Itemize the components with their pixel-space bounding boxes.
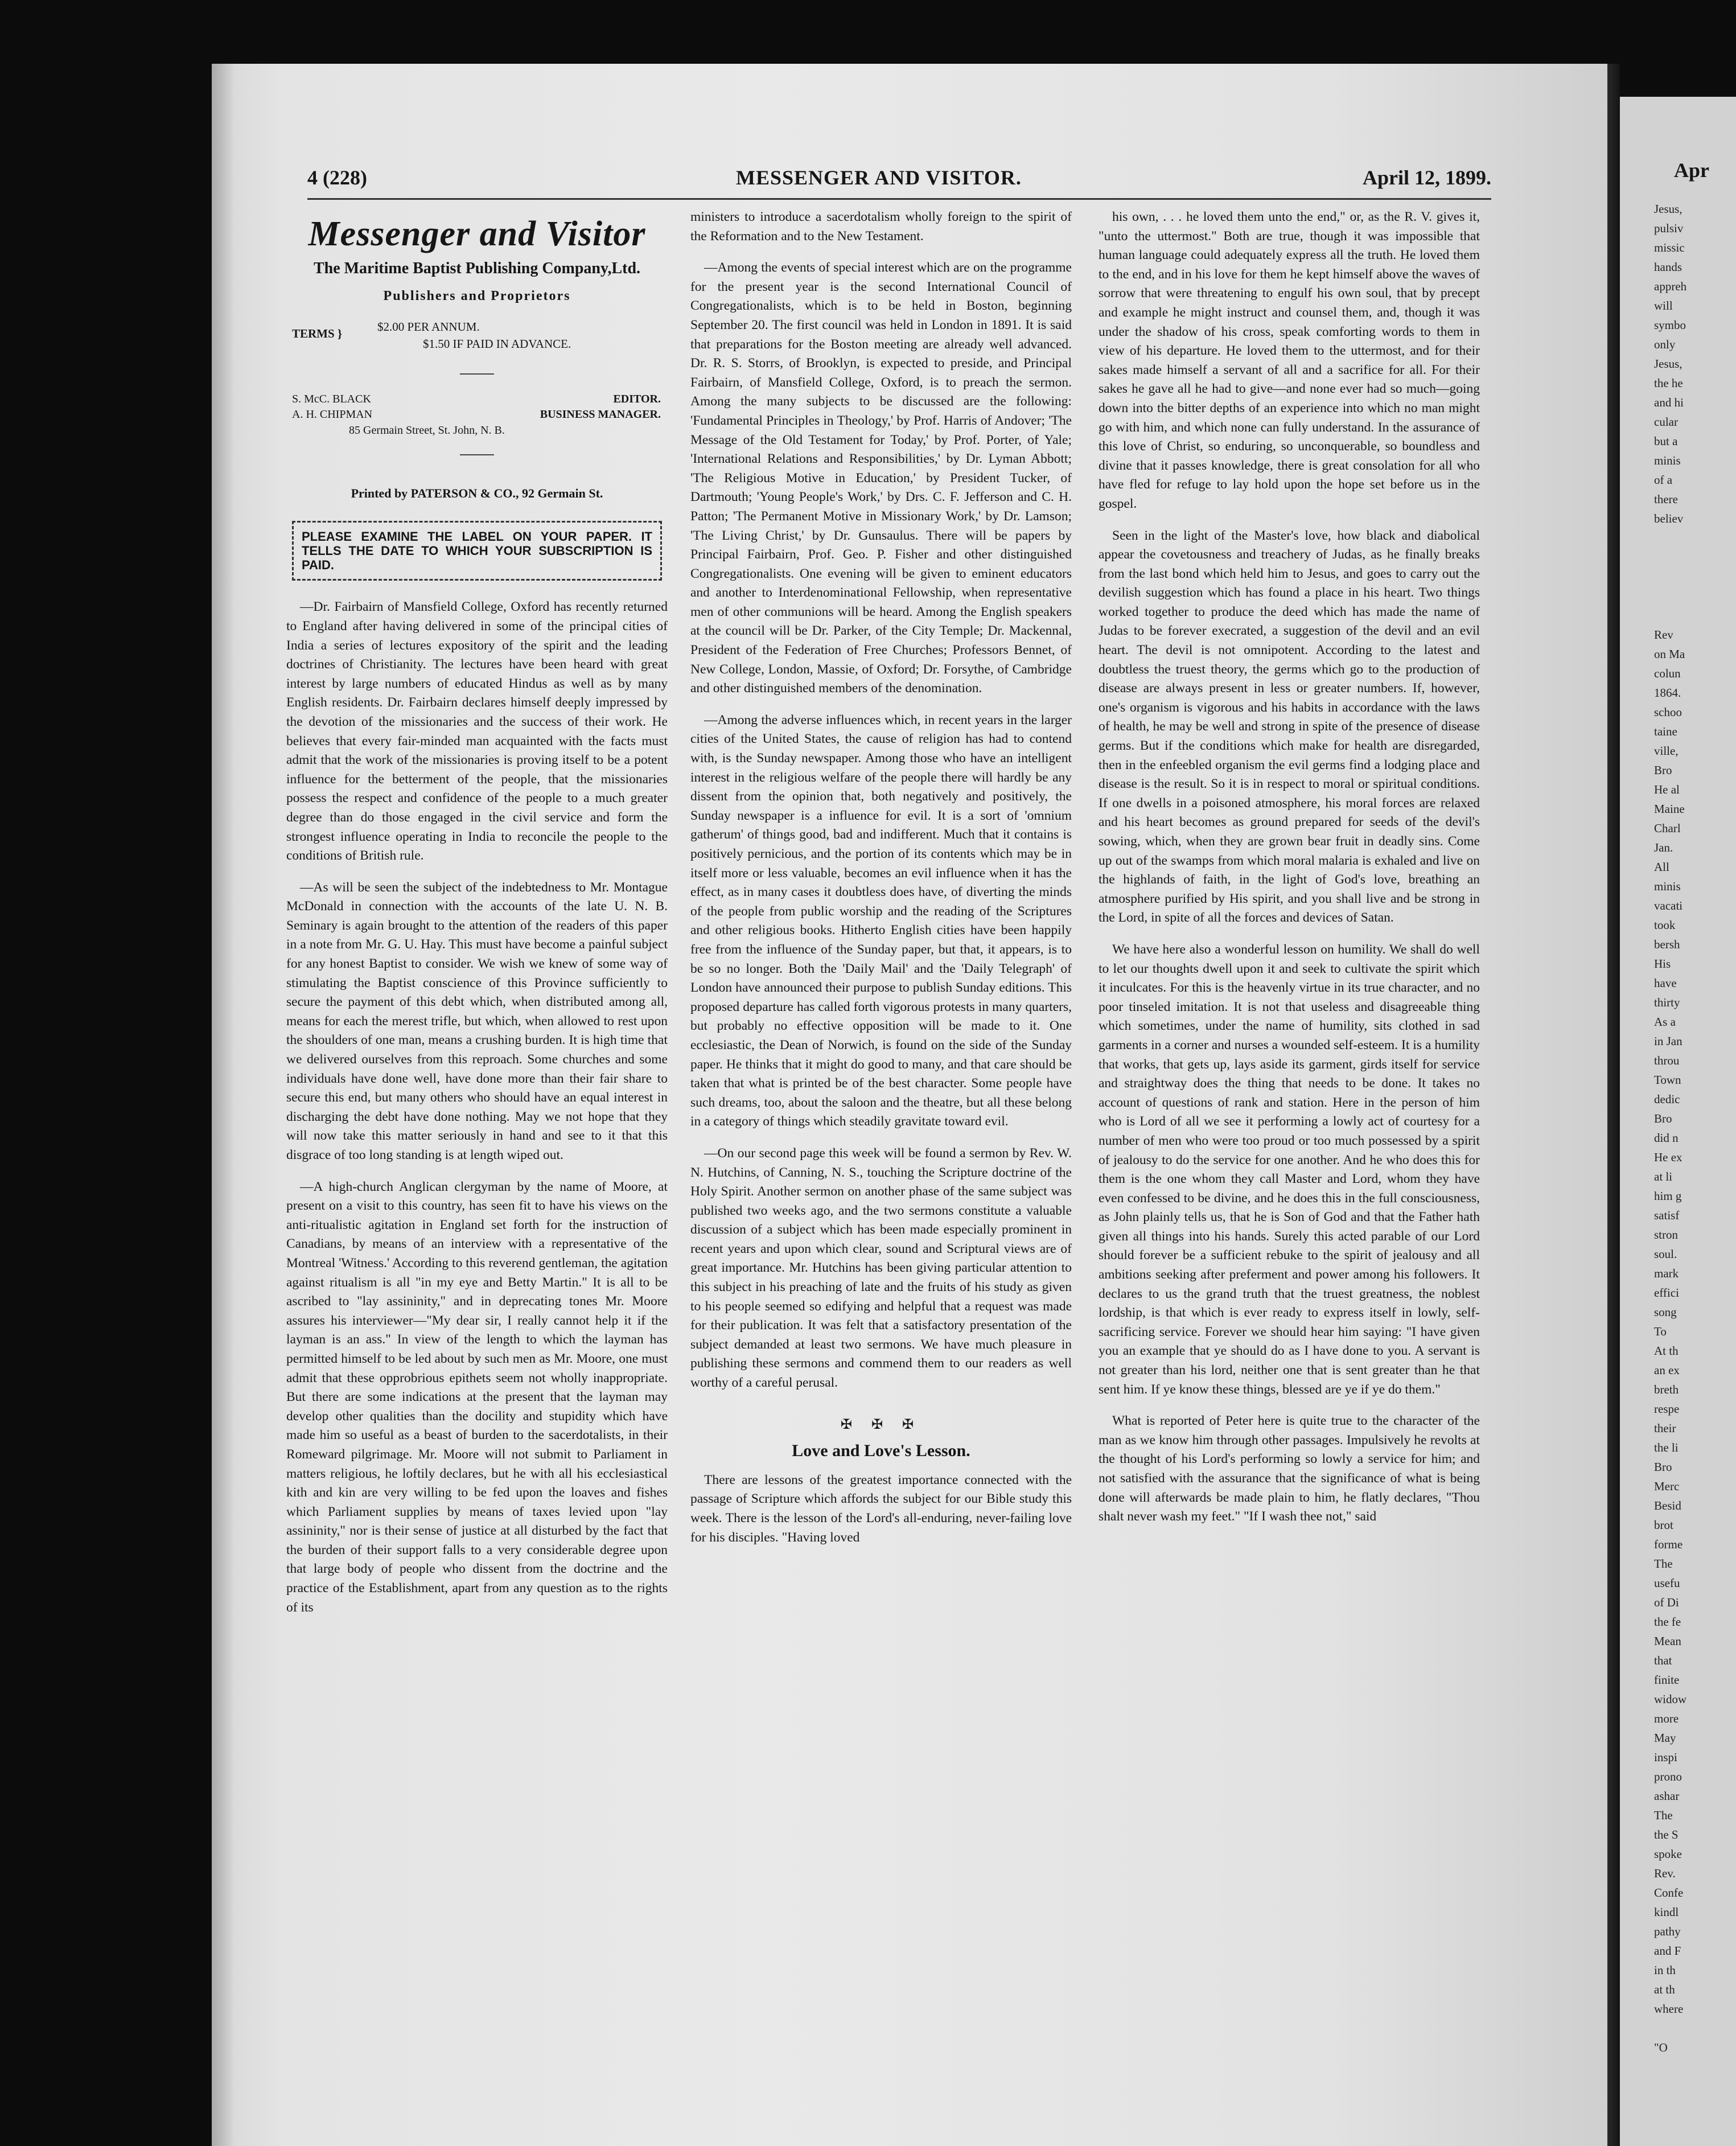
facing-page-line: did n <box>1654 1131 1679 1145</box>
editor-role: EDITOR. <box>613 392 661 405</box>
divider <box>460 454 494 455</box>
column-2-articles <box>690 208 1072 1393</box>
facing-page-line: and F <box>1654 1944 1681 1958</box>
facing-page-line: more <box>1654 1712 1679 1725</box>
facing-page-line: appreh <box>1654 279 1687 293</box>
facing-page-line: Bro <box>1654 763 1672 777</box>
facing-page-line: kindl <box>1654 1905 1679 1919</box>
paragraph: We have here also a wonderful lesson on humility. We shall do well to let our thoughts dwell upon it and seek to cultivate the spirit which it inculcates. For this is the heavenly virtue in its true character, and no poor tinseled imitation. It is not that useless and disagreeable thing which sometimes, under the name of humility, sits clothed in sad garments in a corner and nurses a wounded self-esteem. It is a humility that works, that gets up, lays aside its garment, girds itself for service and straightway does the thing that needs to be done. It takes no account of questions of rank and station. Here in the person of him who is Lord of all we see it performing a lowly act of courtesy for a number of men who were too proud or too much possessed by a spirit of jealousy to do the service for one another. And he who does this for them is the one whom they call Master and Lord, whom they have even confessed to be divine, and he does this in the full consciousness, as John plainly tells us, that he is Son of God and that the Father hath given all things into his hands. Surely this acted parable of our Lord should forever be a sufficient rebuke to the spirit of jealousy and all ambitions seeking after preferment and power among his followers. It declares to us the grand truth that the truest greatness, the noblest lordship, is that which is ever ready to express itself in lowly, self-sacrificing service. Forever we should hear him saying: "I have given you an example that ye should do as I have done to you. A servant is not greater than his lord, neither one that is sent greater than he that sent him. If ye know these things, blessed are ye if ye do them." <box>1099 942 1480 1397</box>
facing-page-line: brot <box>1654 1518 1673 1532</box>
facing-page-line: The <box>1654 1557 1673 1571</box>
facing-page-line: Jesus, <box>1654 202 1682 216</box>
facing-page-line: an ex <box>1654 1363 1680 1377</box>
page-header <box>307 166 1491 194</box>
facing-page-line: the he <box>1654 376 1683 390</box>
terms-annual: $2.00 PER ANNUM. <box>377 319 480 334</box>
facing-page-line: in th <box>1654 1963 1676 1977</box>
facing-page-line: His <box>1654 957 1671 971</box>
facing-page-line: Jesus, <box>1654 357 1682 371</box>
journal-title: MESSENGER AND VISITOR. <box>736 166 1022 189</box>
facing-page-line: 1864. <box>1654 686 1681 700</box>
facing-page-line: "O <box>1654 2041 1668 2054</box>
publishing-company: The Maritime Baptist Publishing Company,Ltd. <box>313 259 641 277</box>
facing-page-line: but a <box>1654 434 1678 448</box>
facing-page-line: symbo <box>1654 318 1686 332</box>
facing-page-line: missic <box>1654 241 1685 254</box>
facing-page-line: song <box>1654 1305 1677 1319</box>
facing-page-line: of a <box>1654 473 1673 487</box>
divider <box>460 373 494 375</box>
paragraph: —Among the events of special interest which are on the programme for the present year is the second International Council of Congregationalists, which is to be held in Boston, beginning September 20. The first council was held in London in 1891. It is said that preparations for the Boston meeting are already well advanced. Dr. R. S. Storrs, of Brooklyn, is expected to preside, and Principal Fairbairn, of Mansfield College, Oxford, is to preach the sermon. Among the many subjects to be discussed are the following: 'Fundamental Principles in Theology,' by Prof. Harris of Andover; 'The Message of the Old Testament for Today,' by Prof. Porter, of Yale; 'International Relations and Responsibilities,' by Dr. Lyman Abbott; 'The Religious Motive in Education,' by President Tucker, of Dartmouth; 'Young People's Work,' by Drs. C. F. Jefferson and C. H. Patton; 'The Permanent Motive in Missionary Work,' by Dr. Lamson; 'The Living Christ,' by Dr. Gunsaulus. There will be papers by Principal Fairbairn, Prof. Geo. P. Fisher and other distinguished Congregationalists. One evening will be given to eminent educators and another to Interdenominational Fellowship, when representative men of other communions will be heard. Among the English speakers at the council will be Dr. Parker, of the City Temple; Dr. Mackennal, President of the Federation of Free Churches; Professors Bennet, of New College, London, Massie, of Oxford; Dr. Forsythe, of Cambridge and other distinguished members of the denomination. <box>690 260 1072 696</box>
facing-page-line: on Ma <box>1654 647 1685 661</box>
column-3-articles <box>1099 208 1480 1527</box>
facing-page-line: schoo <box>1654 705 1682 719</box>
header-rule <box>307 198 1491 200</box>
facing-page-line: spoke <box>1654 1847 1682 1861</box>
article-title: Love and Love's Lesson. <box>792 1441 970 1461</box>
terms-label: TERMS } <box>292 326 343 340</box>
facing-page-line: respe <box>1654 1402 1680 1416</box>
article-lead-paragraph: There are lessons of the greatest importance connected with the passage of Scripture which affords the subject for our Bible study this week. There is the lesson of the Lord's all-enduring, never-failing love for his disciples. "Having loved <box>690 1472 1072 1545</box>
section-ornament: ✠ ✠ ✠ <box>840 1417 922 1432</box>
facing-page-line: He al <box>1654 783 1680 796</box>
facing-page-line: breth <box>1654 1383 1679 1396</box>
facing-page-line: usefu <box>1654 1576 1680 1590</box>
paragraph: —A high-church Anglican clergyman by the name of Moore, at present on a visit to this country, has seen fit to have his views on the anti-ritualistic agitation in England set forth for the instruction of Canadians, by means of an interview with a representative of the Montreal 'Witness.' According to this reverend gentleman, the agitation against ritualism is all "in my eye and Betty Martin." It is all to be ascribed to "lay assininity," and in deprecating tones Mr. Moore assures his interviewer—"My dear sir, I really cannot help it if the layman is an ass." In view of the length to which the layman has permitted himself to be led about by such men as Mr. Moore, one must admit that these opprobrious epithets seem not wholly inappropriate. But there are some indications at the present that the layman may develop other qualities than the docility and stupidity which have made him so useful as a beast of burden to the sacerdotalists, in their Romeward pilgrimage. Mr. Moore will not submit to Parliament in matters religious, he loftily declares, but he with all his ecclesiastical kith and kin are very willing to be fed upon the loaves and fishes which Parliament supplies by means of taxes levied upon "lay assininity," nor is their sense of justice at all disturbed by the fact that the burden of their support falls to a very considerable degree upon that large body of people who dissent from the doctrine and the practice of the Establishment, apart from any question as to the rights of its <box>286 1179 668 1615</box>
facing-page-line: satisf <box>1654 1208 1680 1222</box>
facing-page-line: vacati <box>1654 899 1683 912</box>
facing-page-line: Rev. <box>1654 1867 1676 1880</box>
column-3 <box>1099 208 1480 1539</box>
facing-page-line: Jan. <box>1654 841 1673 854</box>
facing-page-line: colun <box>1654 667 1681 680</box>
facing-page-line: To <box>1654 1325 1667 1338</box>
facing-page-fragment <box>1620 97 1736 2146</box>
facing-page-line: forme <box>1654 1537 1683 1551</box>
facing-page-line: will <box>1654 299 1673 313</box>
facing-page-line: At th <box>1654 1344 1679 1358</box>
facing-page-line <box>1620 606 1736 625</box>
facing-page-line: Town <box>1654 1073 1681 1087</box>
facing-page-line: taine <box>1654 725 1677 738</box>
facing-page-line: thirty <box>1654 996 1680 1009</box>
staff-listing <box>286 392 668 439</box>
facing-page-line: ashar <box>1654 1789 1680 1803</box>
subscription-notice: PLEASE EXAMINE THE LABEL ON YOUR PAPER. IT TELLS THE DATE TO WHICH YOUR SUBSCRIPTION IS PAID. <box>292 521 662 581</box>
paragraph: ministers to introduce a sacerdotalism wholly foreign to the spirit of the Reformation and to the New Testament. <box>690 209 1072 244</box>
facing-page-line: took <box>1654 918 1676 932</box>
facing-page-line: widow <box>1654 1692 1687 1706</box>
facing-page-line <box>1620 548 1736 567</box>
facing-page-line: minis <box>1654 454 1681 467</box>
facing-page-line: bersh <box>1654 938 1680 951</box>
publishers-line: Publishers and Proprietors <box>383 289 571 304</box>
facing-page-line: As a <box>1654 1015 1676 1029</box>
issue-date: April 12, 1899. <box>1362 166 1491 189</box>
facing-page-line: of Di <box>1654 1596 1679 1609</box>
facing-page-line: only <box>1654 338 1676 351</box>
paragraph: his own, . . . he loved them unto the end," or, as the R. V. gives it, "unto the uttermost." Both are true, though it was impossible that human language could adequately express all the truth. He loved them to the end, and in his love for them he kept himself above the waves of sorrow that were threatening to engulf his own soul, that by precept and example he might instruct and counsel them, and, though it was under the shadow of his cross, speak comforting words to them in view of his departure. He loved them to the uttermost, and for their sakes made himself a servant of all and a sacrifice for all. For their sakes he gave all he had to give—and none ever had so much—going down into the bitter depths of an experience into which no man might go with him, and which none can fully understand. In the assurance of this love of Christ, so enduring, so unconquerable, so boundless and divine that it passes knowledge, there is great consolation for all who have fled for refuge to lay hold upon the hope set before us in the gospel. <box>1099 209 1480 511</box>
facing-page-line: their <box>1654 1421 1676 1435</box>
paragraph: Seen in the light of the Master's love, how black and diabolical appear the covetousness and treachery of Judas, as he finally breaks from the last bond which held him to Jesus, and goes to carry out the devilish suggestion which has found a place in his heart. Two things worked together to produce the deed which has made the name of Judas to be forever execrated, a suggestion of the devil and an evil heart. The devil is not omnipotent. According to the latest and doubtless the truest theory, the germs which go to the production of disease are always present in less or greater numbers. If, however, one's organism is vigorous and his habits in accordance with the laws of health, he may be well and strong in spite of the presence of disease germs. But if the conditions which make for health are disregarded, then in the enfeebled organism the evil germs find a lodging place and disease is the result. So it is in respect to moral or spiritual conditions. If one dwells in a poisoned atmosphere, his moral forces are relaxed and his heart becomes as ground prepared for seeds of the devil's sowing, which, when they are grown bear fruit in deadly sins. Come up out of the swamps from which moral malaria is exhaled and live on the highlands of faith, in the light of God's love, breathing an atmosphere purified by His spirit, and you shall live and be strong in the Lord, in spite of all the forces and devices of Satan. <box>1099 528 1480 926</box>
facing-page-line: mark <box>1654 1267 1679 1280</box>
paragraph: What is reported of Peter here is quite true to the character of the man as we know him through other passages. Impulsively he revolts at the thought of his Lord's performing so lowly a service for him; and not satisfied with the assurance that the significance of what is being done will afterwards be made plain to him, he flatly declares, "Thou shalt never wash my feet." "If I wash thee not," said <box>1099 1413 1480 1524</box>
facing-page-line <box>1620 2018 1736 2038</box>
facing-page-line: Rev <box>1654 628 1673 642</box>
office-address: 85 Germain Street, St. John, N. B. <box>349 424 505 437</box>
column-1 <box>286 215 668 1630</box>
masthead-title: Messenger and Visitor <box>308 215 646 253</box>
gutter-shadow <box>212 64 235 2146</box>
facing-page-line: All <box>1654 860 1669 874</box>
facing-page-line: stron <box>1654 1228 1678 1241</box>
facing-page-line: Besid <box>1654 1499 1681 1512</box>
paragraph: —Among the adverse influences which, in recent years in the larger cities of the United States, the cause of religion has had to contend with, is the Sunday newspaper. Among those who have an intelligent interest in the religious welfare of the people there will hardly be any dissent from the opinion that, both negatively and positively, the Sunday newspaper is a influence for evil. It is a sort of 'omnium gatherum' of things good, bad and indifferent. Much that it contains is positively pernicious, and the portion of its contents which may be in itself more or less valuable, becomes an evil influence when it has the effect, as in many cases it doubtless does have, of diverting the minds of the people from public worship and the reading of the Scriptures and other religious books. Hitherto English cities have been happily free from the influence of the Sunday paper, but that, it appears, is to be so no longer. Both the 'Daily Mail' and the 'Daily Telegraph' of London have announced their purpose to publish Sunday editions. This proposed departure has called forth vigorous protests in many quarters, but probably no effective opposition will be made to it. One ecclesiastic, the Dean of Norwich, is found on the side of the Sunday paper. He thinks that it might do good to many, and that care should be taken that what is printed be of the best character. Some people have such dreams, too, about the saloon and the theatre, but all these belong in a category of things which steadily gravitate toward evil. <box>690 712 1072 1129</box>
facing-page-line: hands <box>1654 260 1682 274</box>
facing-page-line: Mean <box>1654 1634 1681 1648</box>
paragraph: —As will be seen the subject of the indebtedness to Mr. Montague McDonald in connection with the accounts of the late U. N. B. Seminary is again brought to the attention of the readers of this paper in a note from Mr. G. U. Hay. This must have become a painful subject for any honest Baptist to consider. We wish we knew of some way of stimulating the Baptist conscience of this Province sufficiently to secure the payment of this debt which, when distributed among all, means for each the merest trifle, but which, when allowed to rest upon the shoulders of one man, means a crushing burden. It is high time that we delivered ourselves from this reproach. Some churches and some individuals have done well, have done more than their fair share to secure this end, but many others who should have an equal interest in discharging the debt have done nothing. May we not hope that they will now take this matter seriously in hand and see to it that this disgrace of too long standing is at length wiped out. <box>286 879 668 1162</box>
facing-page-line: cular <box>1654 415 1678 429</box>
terms-advance: $1.50 IF PAID IN ADVANCE. <box>423 336 571 351</box>
paragraph: —Dr. Fairbairn of Mansfield College, Oxford has recently returned to England after having delivered in some of the principal cities of India a series of lectures expository of the spirit and the leading doctrines of Christianity. The lectures have been heard with great interest by large numbers of educated Hindus as well as by many English residents. Dr. Fairbairn declares himself deeply impressed by the devotion of the missionaries and the success of their work. He believes that every fair-minded man acquainted with the facts must admit that the work of the missionaries is proving itself to be a potent influence for the betterment of the people, that the missionaries possess the respect and confidence of the people to a much greater degree than do those engaged in the civil service and form the strongest influence operating in India to reconcile the people to the conditions of British rule. <box>286 599 668 864</box>
facing-page-line: at th <box>1654 1983 1675 1996</box>
paragraph: —On our second page this week will be found a sermon by Rev. W. N. Hutchins, of Canning, N. S., touching the Scripture doctrine of the Holy Spirit. Another sermon on another phase of the same subject was published two weeks ago, and the two sermons constitute a valuable discussion of a subject which has been made especially prominent in recent years and upon which clear, sound and Scriptural views are of great importance. Mr. Hutchins has been giving particular attention to this subject in his preaching of late and the fruits of his study as given to his people seemed so edifying and helpful that a request was made for their publication. It was felt that a satisfactory presentation of the subject demanded at least two sermons. We have much pleasure in publishing these sermons and commend them to our readers as well worthy of a careful perusal. <box>690 1145 1072 1391</box>
facing-page-line: prono <box>1654 1770 1682 1783</box>
facing-page-line: that <box>1654 1654 1672 1667</box>
facing-page-header: Apr <box>1674 159 1709 182</box>
manager-name: A. H. CHIPMAN <box>292 408 373 421</box>
page-fold <box>1607 64 1620 2146</box>
subscription-terms <box>286 318 668 351</box>
facing-page-line: minis <box>1654 879 1681 893</box>
facing-page-line: the li <box>1654 1441 1679 1454</box>
facing-page-line: inspi <box>1654 1750 1677 1764</box>
page-number: 4 (228) <box>307 166 367 189</box>
facing-page-lines <box>1620 199 1736 2057</box>
column-1-articles <box>286 598 668 1617</box>
facing-page-line: him g <box>1654 1189 1682 1203</box>
facing-page-line: Bro <box>1654 1112 1672 1125</box>
facing-page-line <box>1620 528 1736 548</box>
facing-page-line: the S <box>1654 1828 1679 1841</box>
facing-page-line: have <box>1654 976 1677 990</box>
facing-page-line: where <box>1654 2002 1684 2016</box>
facing-page-line: in Jan <box>1654 1034 1682 1048</box>
facing-page-line: Merc <box>1654 1479 1680 1493</box>
facing-page-line: pathy <box>1654 1925 1681 1938</box>
facing-page-line: soul. <box>1654 1247 1677 1261</box>
printer-line: Printed by PATERSON & CO., 92 Germain St. <box>351 486 603 500</box>
facing-page-line: and hi <box>1654 396 1684 409</box>
manager-role: BUSINESS MANAGER. <box>540 408 661 421</box>
facing-page-line: dedic <box>1654 1092 1680 1106</box>
facing-page-line: throu <box>1654 1054 1680 1067</box>
facing-page-line: effici <box>1654 1286 1679 1300</box>
facing-page-line: Maine <box>1654 802 1685 816</box>
facing-page-line: He ex <box>1654 1150 1682 1164</box>
facing-page-line <box>1620 586 1736 606</box>
facing-page-line: Charl <box>1654 821 1681 835</box>
facing-page-line: Bro <box>1654 1460 1672 1474</box>
facing-page-line: finite <box>1654 1673 1680 1687</box>
facing-page-line: there <box>1654 492 1678 506</box>
column-2 <box>690 208 1072 1547</box>
editor-name: S. McC. BLACK <box>292 392 371 405</box>
facing-page-line: believ <box>1654 512 1684 525</box>
facing-page-line <box>1620 567 1736 586</box>
facing-page-line: ville, <box>1654 744 1679 758</box>
facing-page-line: pulsiv <box>1654 221 1684 235</box>
facing-page-line: the fe <box>1654 1615 1681 1629</box>
facing-page-line: The <box>1654 1808 1673 1822</box>
facing-page-line: at li <box>1654 1170 1673 1183</box>
facing-page-line: May <box>1654 1731 1676 1745</box>
facing-page-line: Confe <box>1654 1886 1684 1900</box>
